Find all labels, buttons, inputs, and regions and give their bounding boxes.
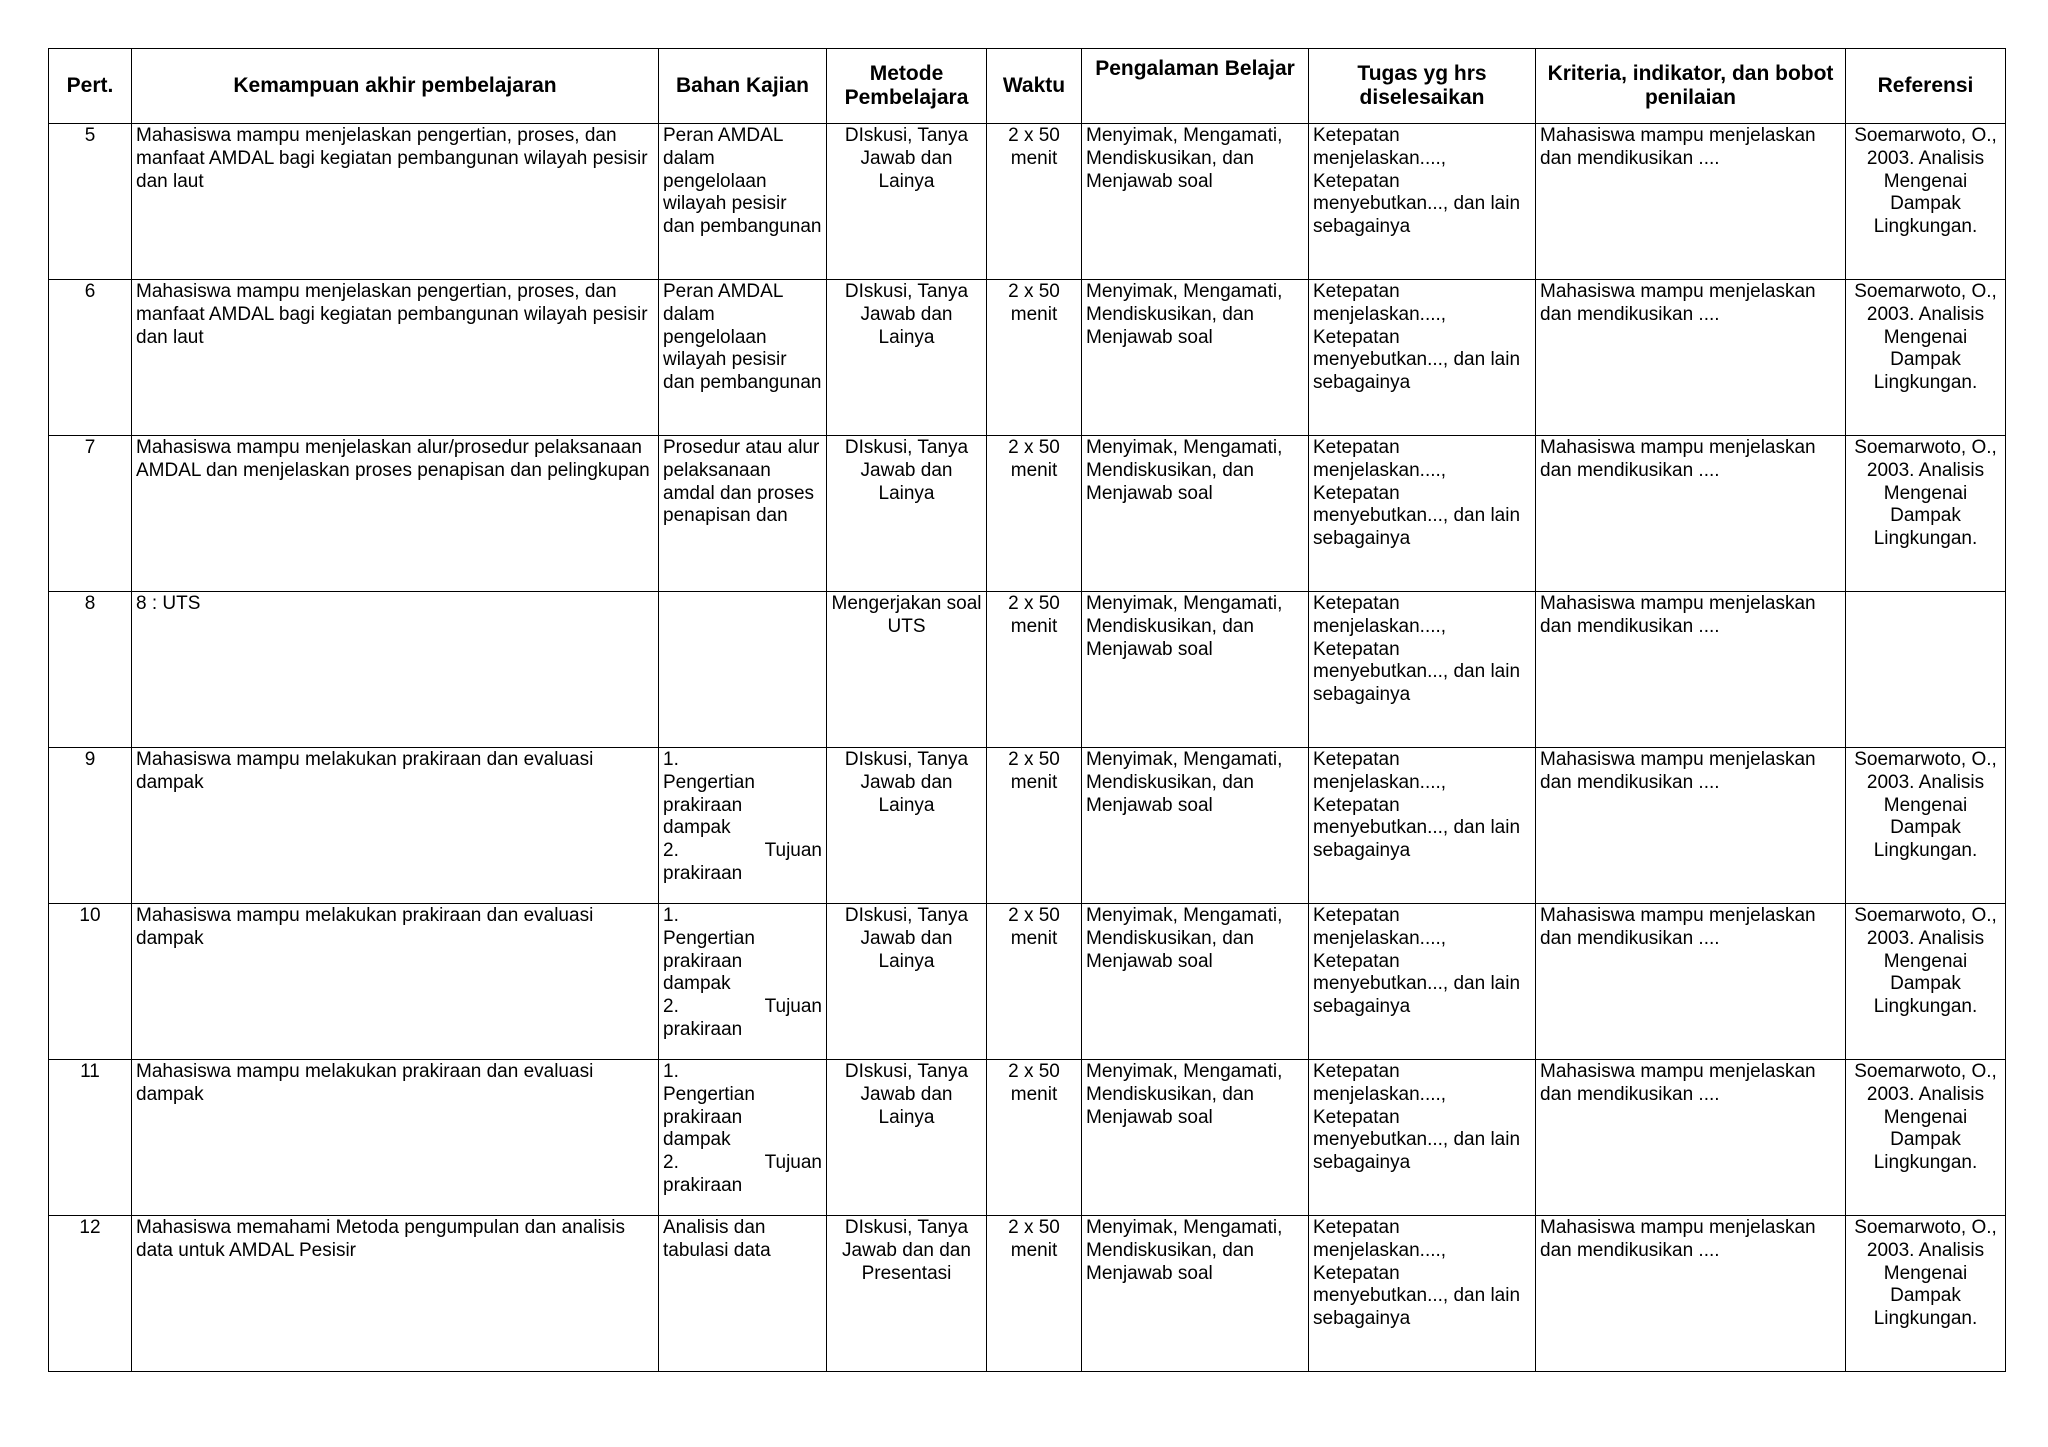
header-pengalaman: Pengalaman Belajar — [1082, 49, 1309, 124]
bahan-line: 2. Tujuan — [663, 1152, 822, 1174]
cell-bahan-kajian: Peran AMDAL dalam pengelolaan wilayah pesisir dan pembangunan — [659, 124, 827, 280]
cell-waktu: 2 x 50 menit — [987, 280, 1082, 436]
cell-bahan-kajian: Peran AMDAL dalam pengelolaan wilayah pesisir dan pembangunan — [659, 280, 827, 436]
bahan-line: Pengertian — [663, 927, 755, 949]
bahan-line: prakiraan — [663, 862, 743, 884]
cell-pert: 9 — [49, 748, 132, 904]
bahan-line: prakiraan — [663, 1018, 743, 1040]
cell-tugas: Ketepatan menjelaskan...., Ketepatan menyebutkan..., dan lain sebagainya — [1309, 436, 1536, 592]
header-pert: Pert. — [49, 49, 132, 124]
cell-metode: DIskusi, Tanya Jawab dan Lainya — [827, 280, 987, 436]
cell-waktu: 2 x 50 menit — [987, 1060, 1082, 1216]
cell-waktu: 2 x 50 menit — [987, 592, 1082, 748]
cell-pert: 5 — [49, 124, 132, 280]
table-row — [49, 280, 2006, 436]
bahan-line: Pengertian — [663, 771, 755, 793]
bahan-line: prakiraan — [663, 794, 743, 816]
bahan-line: prakiraan — [663, 1174, 743, 1196]
cell-kemampuan: 8 : UTS — [132, 592, 659, 748]
table-row — [49, 436, 2006, 592]
bahan-line: 2. Tujuan — [663, 996, 822, 1018]
bahan-line: 2. Tujuan — [663, 840, 822, 862]
cell-bahan-kajian — [659, 748, 827, 904]
cell-bahan-kajian: Prosedur atau alur pelaksanaan amdal dan proses penapisan dan — [659, 436, 827, 592]
header-row — [49, 49, 2006, 124]
cell-waktu: 2 x 50 menit — [987, 748, 1082, 904]
table-row — [49, 1216, 2006, 1372]
cell-referensi — [1846, 592, 2006, 748]
cell-referensi: Soemarwoto, O., 2003. Analisis Mengenai Dampak Lingkungan. — [1846, 1060, 2006, 1216]
cell-tugas: Ketepatan menjelaskan...., Ketepatan menyebutkan..., dan lain sebagainya — [1309, 1216, 1536, 1372]
cell-referensi: Soemarwoto, O., 2003. Analisis Mengenai Dampak Lingkungan. — [1846, 124, 2006, 280]
cell-bahan-kajian: Analisis dan tabulasi data — [659, 1216, 827, 1372]
table-body — [49, 124, 2006, 1372]
cell-pert: 8 — [49, 592, 132, 748]
cell-pengalaman: Menyimak, Mengamati, Mendiskusikan, dan Menjawab soal — [1082, 124, 1309, 280]
cell-metode: DIskusi, Tanya Jawab dan Lainya — [827, 904, 987, 1060]
bahan-line: dampak — [663, 817, 731, 839]
bahan-line: dampak — [663, 973, 731, 995]
table-row — [49, 592, 2006, 748]
header-bahan-kajian: Bahan Kajian — [659, 49, 827, 124]
cell-tugas: Ketepatan menjelaskan...., Ketepatan menyebutkan..., dan lain sebagainya — [1309, 748, 1536, 904]
cell-waktu: 2 x 50 menit — [987, 904, 1082, 1060]
cell-pengalaman: Menyimak, Mengamati, Mendiskusikan, dan Menjawab soal — [1082, 1060, 1309, 1216]
cell-tugas: Ketepatan menjelaskan...., Ketepatan menyebutkan..., dan lain sebagainya — [1309, 280, 1536, 436]
bahan-line: prakiraan — [663, 950, 743, 972]
cell-kemampuan: Mahasiswa mampu menjelaskan pengertian, proses, dan manfaat AMDAL bagi kegiatan pembangunan wilayah pesisir dan laut — [132, 280, 659, 436]
cell-referensi: Soemarwoto, O., 2003. Analisis Mengenai Dampak Lingkungan. — [1846, 904, 2006, 1060]
cell-tugas: Ketepatan menjelaskan...., Ketepatan menyebutkan..., dan lain sebagainya — [1309, 904, 1536, 1060]
cell-kemampuan: Mahasiswa mampu menjelaskan alur/prosedur pelaksanaan AMDAL dan menjelaskan proses penapisan dan pelingkupan — [132, 436, 659, 592]
cell-pengalaman: Menyimak, Mengamati, Mendiskusikan, dan Menjawab soal — [1082, 748, 1309, 904]
cell-kriteria: Mahasiswa mampu menjelaskan dan mendikusikan .... — [1536, 436, 1846, 592]
header-kemampuan: Kemampuan akhir pembelajaran — [132, 49, 659, 124]
bahan-line: 1. — [663, 1061, 679, 1082]
cell-pengalaman: Menyimak, Mengamati, Mendiskusikan, dan Menjawab soal — [1082, 1216, 1309, 1372]
cell-pert: 12 — [49, 1216, 132, 1372]
rps-table — [48, 48, 2006, 1372]
cell-bahan-kajian — [659, 1060, 827, 1216]
cell-kemampuan: Mahasiswa mampu melakukan prakiraan dan evaluasi dampak — [132, 748, 659, 904]
cell-kriteria: Mahasiswa mampu menjelaskan dan mendikusikan .... — [1536, 592, 1846, 748]
cell-waktu: 2 x 50 menit — [987, 1216, 1082, 1372]
table-row — [49, 124, 2006, 280]
cell-kemampuan: Mahasiswa mampu menjelaskan pengertian, proses, dan manfaat AMDAL bagi kegiatan pembangunan wilayah pesisir dan laut — [132, 124, 659, 280]
cell-metode: DIskusi, Tanya Jawab dan Lainya — [827, 748, 987, 904]
cell-tugas: Ketepatan menjelaskan...., Ketepatan menyebutkan..., dan lain sebagainya — [1309, 592, 1536, 748]
cell-kriteria: Mahasiswa mampu menjelaskan dan mendikusikan .... — [1536, 904, 1846, 1060]
cell-kriteria: Mahasiswa mampu menjelaskan dan mendikusikan .... — [1536, 1060, 1846, 1216]
table-row — [49, 904, 2006, 1060]
header-waktu: Waktu — [987, 49, 1082, 124]
cell-referensi: Soemarwoto, O., 2003. Analisis Mengenai Dampak Lingkungan. — [1846, 1216, 2006, 1372]
cell-kriteria: Mahasiswa mampu menjelaskan dan mendikusikan .... — [1536, 1216, 1846, 1372]
cell-pert: 11 — [49, 1060, 132, 1216]
cell-pengalaman: Menyimak, Mengamati, Mendiskusikan, dan Menjawab soal — [1082, 592, 1309, 748]
cell-kriteria: Mahasiswa mampu menjelaskan dan mendikusikan .... — [1536, 124, 1846, 280]
cell-kemampuan: Mahasiswa mampu melakukan prakiraan dan evaluasi dampak — [132, 904, 659, 1060]
cell-kemampuan: Mahasiswa mampu melakukan prakiraan dan evaluasi dampak — [132, 1060, 659, 1216]
header-kriteria: Kriteria, indikator, dan bobot penilaian — [1536, 49, 1846, 124]
cell-bahan-kajian — [659, 904, 827, 1060]
cell-pengalaman: Menyimak, Mengamati, Mendiskusikan, dan Menjawab soal — [1082, 436, 1309, 592]
table-row — [49, 1060, 2006, 1216]
cell-kemampuan: Mahasiswa memahami Metoda pengumpulan dan analisis data untuk AMDAL Pesisir — [132, 1216, 659, 1372]
cell-tugas: Ketepatan menjelaskan...., Ketepatan menyebutkan..., dan lain sebagainya — [1309, 124, 1536, 280]
cell-kriteria: Mahasiswa mampu menjelaskan dan mendikusikan .... — [1536, 280, 1846, 436]
cell-metode: DIskusi, Tanya Jawab dan Lainya — [827, 1060, 987, 1216]
cell-metode: Mengerjakan soal UTS — [827, 592, 987, 748]
header-referensi: Referensi — [1846, 49, 2006, 124]
cell-referensi: Soemarwoto, O., 2003. Analisis Mengenai Dampak Lingkungan. — [1846, 748, 2006, 904]
cell-kriteria: Mahasiswa mampu menjelaskan dan mendikusikan .... — [1536, 748, 1846, 904]
bahan-line: dampak — [663, 1129, 731, 1151]
table-row — [49, 748, 2006, 904]
bahan-line: 1. — [663, 905, 679, 926]
cell-pert: 7 — [49, 436, 132, 592]
table-header — [49, 49, 2006, 124]
cell-metode: DIskusi, Tanya Jawab dan Lainya — [827, 436, 987, 592]
cell-pert: 10 — [49, 904, 132, 1060]
bahan-line: prakiraan — [663, 1106, 743, 1128]
header-tugas: Tugas yg hrs diselesaikan — [1309, 49, 1536, 124]
cell-pert: 6 — [49, 280, 132, 436]
cell-referensi: Soemarwoto, O., 2003. Analisis Mengenai Dampak Lingkungan. — [1846, 280, 2006, 436]
cell-pengalaman: Menyimak, Mengamati, Mendiskusikan, dan Menjawab soal — [1082, 904, 1309, 1060]
cell-referensi: Soemarwoto, O., 2003. Analisis Mengenai Dampak Lingkungan. — [1846, 436, 2006, 592]
cell-bahan-kajian — [659, 592, 827, 748]
cell-pengalaman: Menyimak, Mengamati, Mendiskusikan, dan Menjawab soal — [1082, 280, 1309, 436]
cell-metode: DIskusi, Tanya Jawab dan Lainya — [827, 124, 987, 280]
cell-tugas: Ketepatan menjelaskan...., Ketepatan menyebutkan..., dan lain sebagainya — [1309, 1060, 1536, 1216]
cell-waktu: 2 x 50 menit — [987, 124, 1082, 280]
cell-waktu: 2 x 50 menit — [987, 436, 1082, 592]
cell-metode: DIskusi, Tanya Jawab dan dan Presentasi — [827, 1216, 987, 1372]
bahan-line: 1. — [663, 749, 679, 770]
bahan-line: Pengertian — [663, 1083, 755, 1105]
header-metode: Metode Pembelajara — [827, 49, 987, 124]
